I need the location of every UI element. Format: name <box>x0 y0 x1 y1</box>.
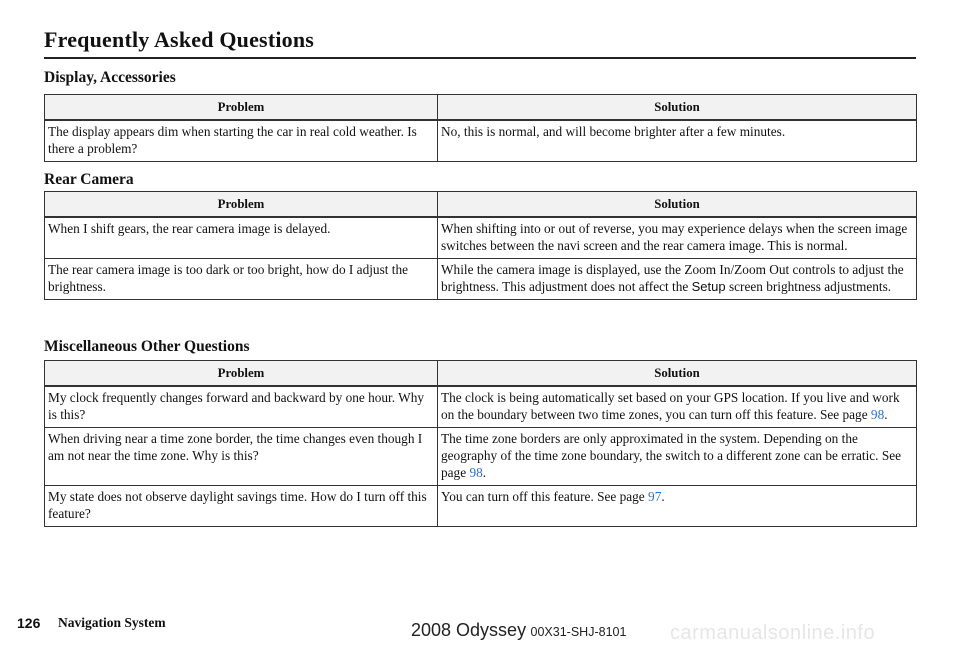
problem-cell: When I shift gears, the rear camera image is delayed. <box>45 217 438 259</box>
problem-cell: My state does not observe daylight savings time. How do I turn off this feature? <box>45 486 438 527</box>
problem-cell: The display appears dim when starting the car in real cold weather. Is there a problem? <box>45 120 438 162</box>
faq-table-miscellaneous <box>44 360 917 527</box>
solution-text: While the camera image is displayed, use the Zoom In/Zoom Out controls to adjust the brightness. This adjustment does not affect the <box>441 262 904 294</box>
solution-cell <box>438 259 917 300</box>
table-header-row <box>45 361 917 387</box>
footer-label: Navigation System <box>58 615 166 630</box>
table-header-row <box>45 95 917 121</box>
solution-text: The clock is being automatically set based on your GPS location. If you live and work on the boundary between two time zones, you can turn off this feature. See page <box>441 390 900 422</box>
table-row <box>45 428 917 486</box>
problem-cell: When driving near a time zone border, the time changes even though I am not near the time zone. Why is this? <box>45 428 438 486</box>
column-header-problem: Problem <box>45 192 438 218</box>
faq-table-rear-camera <box>44 191 917 300</box>
problem-cell: The rear camera image is too dark or too bright, how do I adjust the brightness. <box>45 259 438 300</box>
section-heading-display-accessories: Display, Accessories <box>44 69 176 86</box>
title-divider <box>44 57 916 59</box>
page-link[interactable]: 98 <box>870 407 885 422</box>
page-number: 126 <box>17 615 41 631</box>
section-heading-miscellaneous: Miscellaneous Other Questions <box>44 338 250 355</box>
watermark: carmanualsonline.info <box>670 622 876 644</box>
column-header-solution: Solution <box>438 361 917 387</box>
table-row <box>45 120 917 162</box>
faq-table-display-accessories <box>44 94 917 162</box>
page-link[interactable]: 97 <box>648 489 662 504</box>
solution-text: The time zone borders are only approximated in the system. Depending on the geography of the time zone boundary, the switch to a different zone can be erratic. See page <box>441 431 902 480</box>
section-heading-rear-camera: Rear Camera <box>44 171 134 188</box>
solution-text: . <box>884 407 888 422</box>
solution-text: screen brightness adjustments. <box>725 279 892 294</box>
table-row <box>45 259 917 300</box>
column-header-problem: Problem <box>45 95 438 121</box>
page-title: Frequently Asked Questions <box>44 27 315 52</box>
solution-cell <box>438 386 917 428</box>
solution-text: . <box>482 465 487 480</box>
page-link[interactable]: 98 <box>469 465 483 480</box>
solution-cell: When shifting into or out of reverse, you may experience delays when the screen image switches between the navi screen and the rear camera image. This is normal. <box>438 217 917 259</box>
solution-text: You can turn off this feature. See page <box>441 489 649 504</box>
solution-cell: No, this is normal, and will become brighter after a few minutes. <box>438 120 917 162</box>
column-header-solution: Solution <box>438 95 917 121</box>
table-row <box>45 486 917 527</box>
column-header-solution: Solution <box>438 192 917 218</box>
solution-text: . <box>661 489 665 504</box>
table-header-row <box>45 192 917 218</box>
document-code: 00X31-SHJ-8101 <box>530 625 627 639</box>
column-header-problem: Problem <box>45 361 438 387</box>
document-reference <box>411 620 626 641</box>
setup-button-label: Setup <box>691 279 726 294</box>
problem-cell: My clock frequently changes forward and backward by one hour. Why is this? <box>45 386 438 428</box>
table-row <box>45 386 917 428</box>
model-name: 2008 Odyssey <box>411 620 527 640</box>
solution-cell <box>438 428 917 486</box>
solution-cell <box>438 486 917 527</box>
table-row <box>45 217 917 259</box>
